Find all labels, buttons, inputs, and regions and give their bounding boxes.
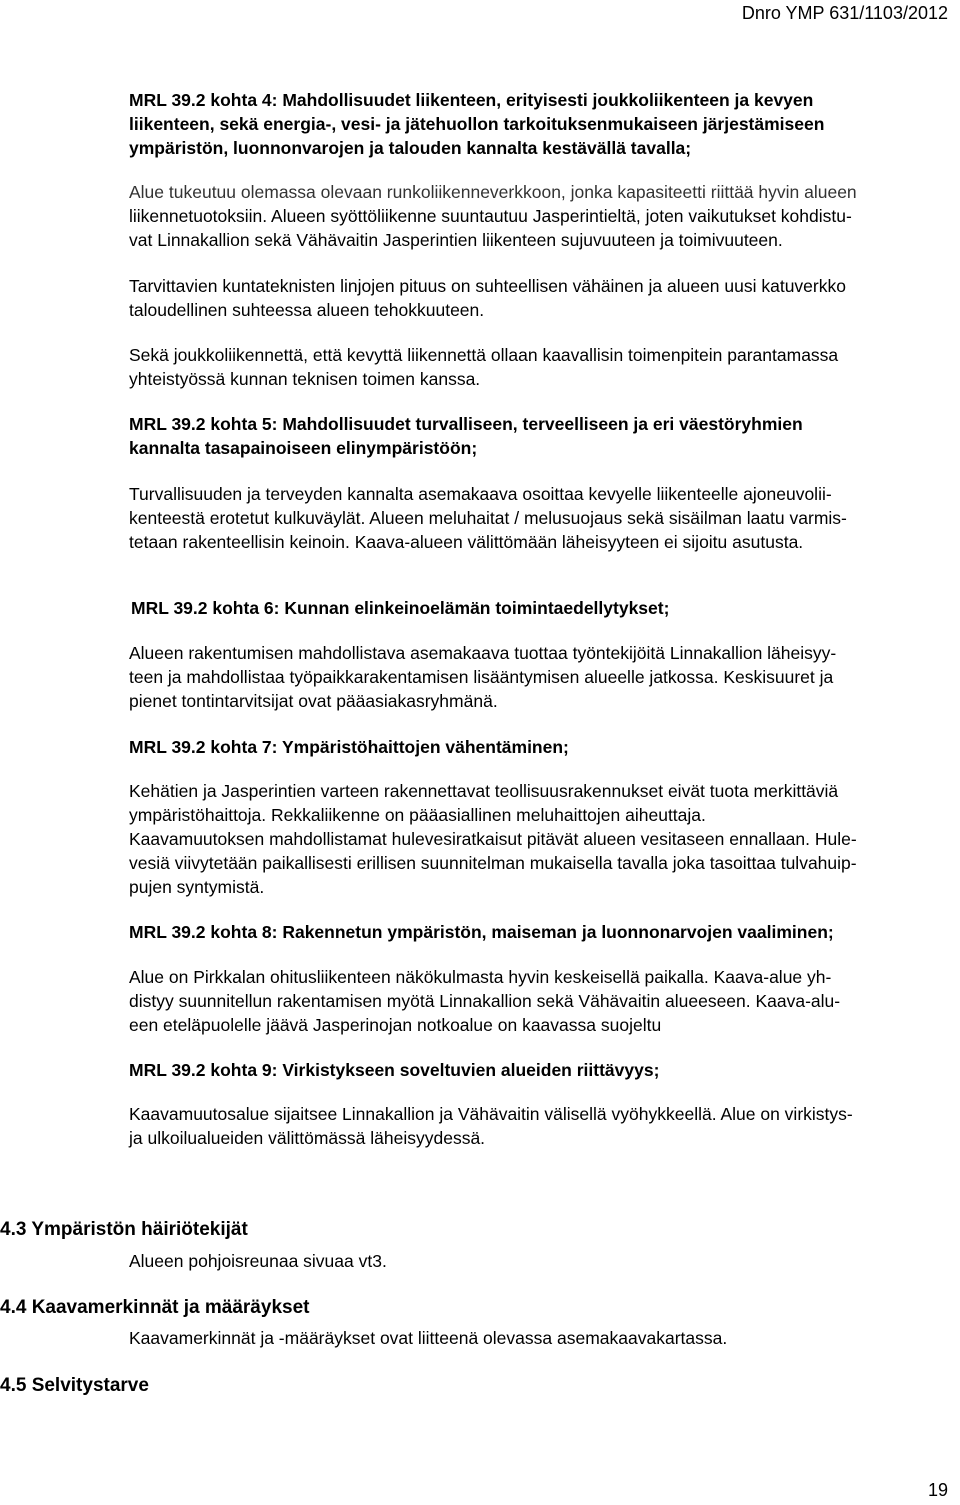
section-heading-kohta-9: MRL 39.2 kohta 9: Virkistykseen soveltuvien alueiden riittävyys; (129, 1060, 660, 1080)
paragraph-line: Alueen rakentumisen mahdollistava asemakaava tuottaa työntekijöitä Linnakallion läheisyy- (129, 643, 837, 663)
paragraph-line: ja ulkoilualueiden välittömässä läheisyydessä. (129, 1128, 486, 1148)
paragraph-line: yhteistyössä kunnan teknisen toimen kanssa. (129, 369, 481, 389)
subsection-title-4-3: 4.3 Ympäristön häiriötekijät (0, 1219, 248, 1240)
subsection-title-4-5: 4.5 Selvitystarve (0, 1375, 149, 1396)
paragraph-line: distyy suunnitellun rakentamisen myötä Linnakallion sekä Vähävaitin alueeseen. Kaava-alu- (129, 991, 841, 1011)
paragraph-line: teen ja mahdollistaa työpaikkarakentamisen lisääntymisen alueelle jatkossa. Keskisuuret ja (129, 667, 834, 687)
subsection-text-4-3: Alueen pohjoisreunaa sivuaa vt3. (129, 1251, 387, 1271)
section-heading-kohta-4: liikenteen, sekä energia-, vesi- ja jätehuollon tarkoituksenmukaiseen järjestämiseen (129, 114, 825, 134)
page-number: 19 (927, 1480, 948, 1500)
subsection-text-4-4: Kaavamerkinnät ja -määräykset ovat liitteenä olevassa asemakaavakartassa. (129, 1328, 728, 1348)
paragraph-line: Alue on Pirkkalan ohitusliikenteen näkökulmasta hyvin keskeisellä paikalla. Kaava-alue yh- (129, 967, 832, 987)
section-heading-kohta-5: MRL 39.2 kohta 5: Mahdollisuudet turvalliseen, terveelliseen ja eri väestöryhmien (129, 414, 803, 434)
paragraph-line: Kaavamuutosalue sijaitsee Linnakallion ja Vähävaitin välisellä vyöhykkeellä. Alue on virkistys- (129, 1104, 853, 1124)
document-reference: Dnro YMP 631/1103/2012 (741, 3, 948, 23)
paragraph-line: Sekä joukkoliikennettä, että kevyttä liikennettä ollaan kaavallisin toimenpitein parantamassa (129, 345, 839, 365)
section-heading-kohta-7: MRL 39.2 kohta 7: Ympäristöhaittojen vähentäminen; (129, 737, 569, 757)
paragraph-line: vesiä viivytetään paikallisesti erillisen suunnitelman mukaisella tavalla joka tasoittaa tulvahuip- (129, 853, 857, 873)
section-heading-kohta-6: MRL 39.2 kohta 6: Kunnan elinkeinoelämän toimintaedellytykset; (131, 598, 670, 618)
paragraph-line: ympäristöhaittoja. Rekkaliikenne on pääasiallinen meluhaittojen aiheuttaja. (129, 805, 706, 825)
paragraph-line: vat Linnakallion sekä Vähävaitin Jasperintien liikenteen sujuvuuteen ja toimivuuteen. (129, 230, 783, 250)
paragraph-line: pujen syntymistä. (129, 877, 265, 897)
paragraph-line: Kehätien ja Jasperintien varteen rakennettavat teollisuusrakennukset eivät tuota merkittäviä (129, 781, 839, 801)
paragraph-line: Alue tukeutuu olemassa olevaan runkoliikenneverkkoon, jonka kapasiteetti riittää hyvin alueen (129, 182, 857, 202)
paragraph-line: tetaan rakenteellisin keinoin. Kaava-alueen välittömään läheisyyteen ei sijoitu asutusta. (129, 532, 804, 552)
subsection-title-4-4: 4.4 Kaavamerkinnät ja määräykset (0, 1297, 310, 1318)
paragraph-line: Kaavamuutoksen mahdollistamat hulevesiratkaisut pitävät alueen vesitaseen ennallaan. Hule- (129, 829, 857, 849)
paragraph-line: liikennetuotoksiin. Alueen syöttöliikenne suuntautuu Jasperintieltä, joten vaikutukset kohdistu- (129, 206, 852, 226)
section-heading-kohta-5: kannalta tasapainoiseen elinympäristöön; (129, 438, 478, 458)
paragraph-line: een eteläpuolelle jäävä Jasperinojan notkoalue on kaavassa suojeltu (129, 1015, 662, 1035)
section-heading-kohta-4: MRL 39.2 kohta 4: Mahdollisuudet liikenteen, erityisesti joukkoliikenteen ja kevyen (129, 90, 814, 110)
paragraph-line: Tarvittavien kuntateknisten linjojen pituus on suhteellisen vähäinen ja alueen uusi katuverkko (129, 276, 846, 296)
paragraph-line: pienet tontintarvitsijat ovat pääasiakasryhmänä. (129, 691, 498, 711)
paragraph-line: Turvallisuuden ja terveyden kannalta asemakaava osoittaa kevyelle liikenteelle ajoneuvolii- (129, 484, 832, 504)
section-heading-kohta-8: MRL 39.2 kohta 8: Rakennetun ympäristön, maiseman ja luonnonarvojen vaaliminen; (129, 922, 834, 942)
section-heading-kohta-4: ympäristön, luonnonvarojen ja talouden kannalta kestävällä tavalla; (129, 138, 692, 158)
paragraph-line: kenteestä erotetut kulkuväylät. Alueen meluhaitat / melusuojaus sekä sisäilman laatu varmis- (129, 508, 847, 528)
paragraph-line: taloudellinen suhteessa alueen tehokkuuteen. (129, 300, 485, 320)
